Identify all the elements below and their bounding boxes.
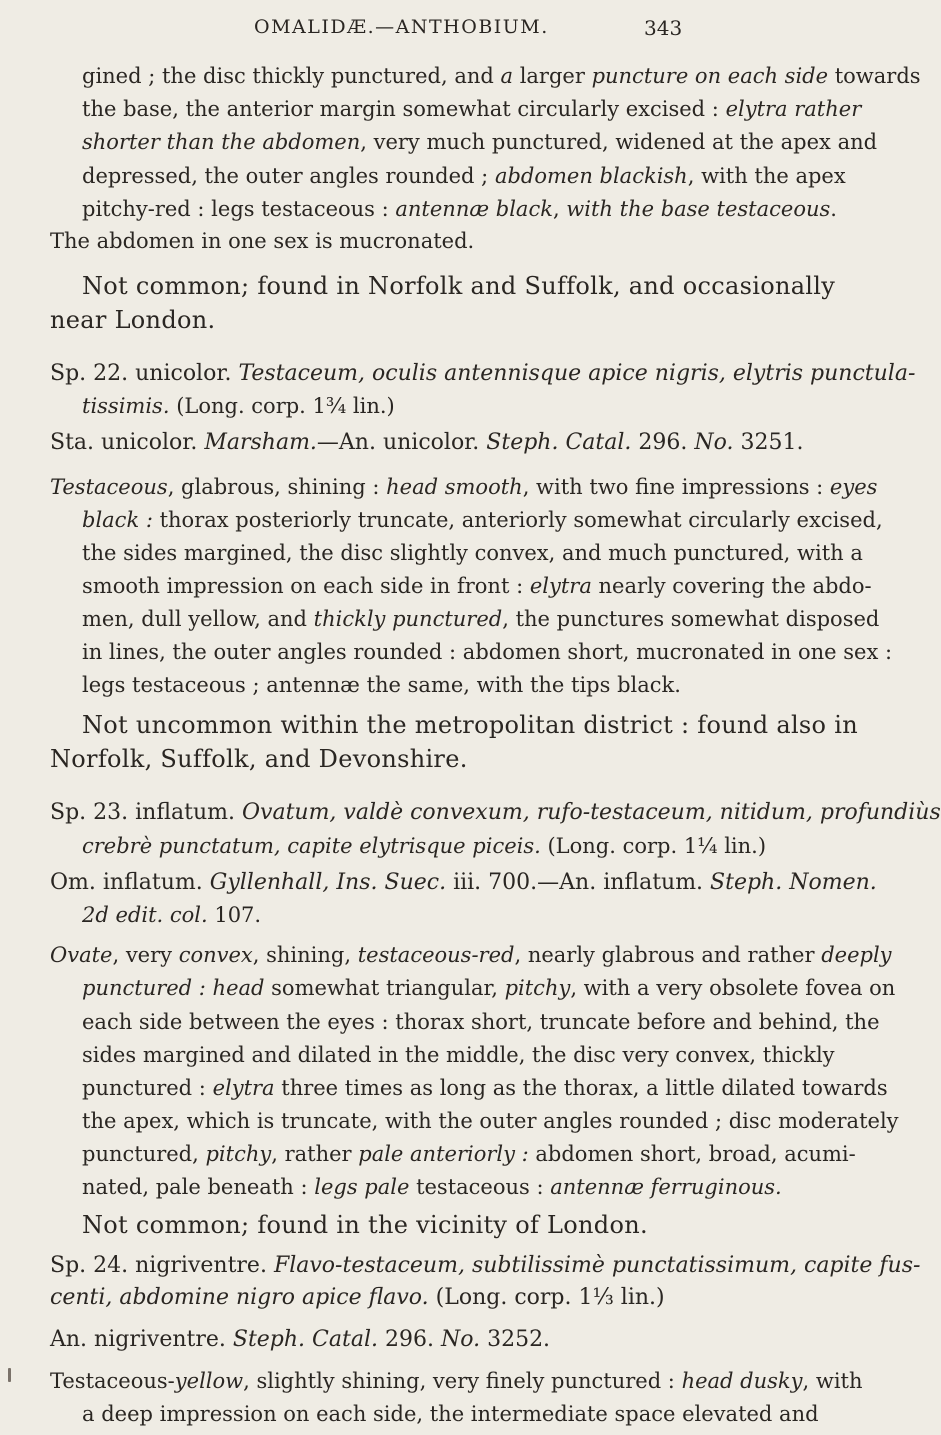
margin-mark xyxy=(8,1368,11,1382)
species-heading: Sp. 24. nigriventre. Flavo-testaceum, subtilissimè punctatissimum, capite fus- xyxy=(50,1253,921,1279)
text-line: Ovate, very convex, shining, testaceous-red, nearly glabrous and rather deeply xyxy=(50,943,892,968)
text-line: 2d edit. col. 107. xyxy=(82,902,262,927)
text-line: gined ; the disc thickly punctured, and a larger puncture on each side towards xyxy=(82,64,921,88)
text-line: Testaceous-yellow, slightly shining, very finely punctured : head dusky, with xyxy=(50,1368,863,1393)
text-line: smooth impression on each side in front : elytra nearly covering the abdo- xyxy=(82,573,872,598)
text-line: shorter than the abdomen, very much punctured, widened at the apex and xyxy=(82,130,878,155)
text-line: in lines, the outer angles rounded : abdomen short, mucronated in one sex : xyxy=(82,640,893,665)
text-line: Not uncommon within the metropolitan district : found also in xyxy=(82,710,858,739)
text-line: centi, abdomine nigro apice flavo. (Long. corp. 1⅓ lin.) xyxy=(50,1285,665,1311)
text-line: nated, pale beneath : legs pale testaceous : antennæ ferruginous. xyxy=(82,1175,782,1200)
text-line: An. nigriventre. Steph. Catal. 296. No. 3252. xyxy=(50,1326,551,1352)
text-line: sides margined and dilated in the middle, the disc very convex, thickly xyxy=(82,1042,835,1067)
text-line: each side between the eyes : thorax short, truncate before and behind, the xyxy=(82,1009,880,1034)
text-line: the sides margined, the disc slightly convex, and much punctured, with a xyxy=(82,540,863,565)
species-heading: Sp. 22. unicolor. Testaceum, oculis antennisque apice nigris, elytris punctula- xyxy=(50,360,916,386)
text-line: punctured : elytra three times as long as the thorax, a little dilated towards xyxy=(82,1075,888,1100)
text-line: crebrè punctatum, capite elytrisque piceis. (Long. corp. 1¼ lin.) xyxy=(82,833,767,858)
text-line: Norfolk, Suffolk, and Devonshire. xyxy=(50,744,468,773)
text-line: the apex, which is truncate, with the outer angles rounded ; disc moderately xyxy=(82,1108,899,1133)
species-heading: Sp. 23. inflatum. Ovatum, valdè convexum, rufo-testaceum, nitidum, profundiùs xyxy=(50,799,941,825)
page-header xyxy=(0,16,800,46)
synonymy-line: Om. inflatum. Gyllenhall, Ins. Suec. iii. 700.—An. inflatum. Steph. Nomen. xyxy=(50,869,877,895)
text-line: Testaceous, glabrous, shining : head smooth, with two fine impressions : eyes xyxy=(50,474,878,499)
text-line: Not common; found in Norfolk and Suffolk, and occasionally xyxy=(82,271,836,300)
text-line: The abdomen in one sex is mucronated. xyxy=(50,228,475,253)
synonymy-line: Sta. unicolor. Marsham.—An. unicolor. Steph. Catal. 296. No. 3251. xyxy=(50,430,804,456)
text-line: men, dull yellow, and thickly punctured, the punctures somewhat disposed xyxy=(82,607,880,632)
text-line: the base, the anterior margin somewhat circularly excised : elytra rather xyxy=(82,97,862,122)
running-head: OMALIDÆ.—ANTHOBIUM. xyxy=(254,16,549,38)
text-line: black : thorax posteriorly truncate, anteriorly somewhat circularly excised, xyxy=(82,507,883,532)
text-line: depressed, the outer angles rounded ; abdomen blackish, with the apex xyxy=(82,163,846,188)
text-line: punctured : head somewhat triangular, pitchy, with a very obsolete fovea on xyxy=(82,976,896,1001)
text-line: Not common; found in the vicinity of London. xyxy=(82,1210,648,1239)
text-line: near London. xyxy=(50,305,216,334)
text-line: legs testaceous ; antennæ the same, with the tips black. xyxy=(82,673,681,698)
text-line: tissimis. (Long. corp. 1¾ lin.) xyxy=(82,393,395,418)
text-line: a deep impression on each side, the intermediate space elevated and xyxy=(82,1402,819,1426)
text-line: pitchy-red : legs testaceous : antennæ black, with the base testaceous. xyxy=(82,196,837,221)
page-number: 343 xyxy=(644,16,683,40)
text-line: punctured, pitchy, rather pale anteriorly : abdomen short, broad, acumi- xyxy=(82,1142,856,1167)
